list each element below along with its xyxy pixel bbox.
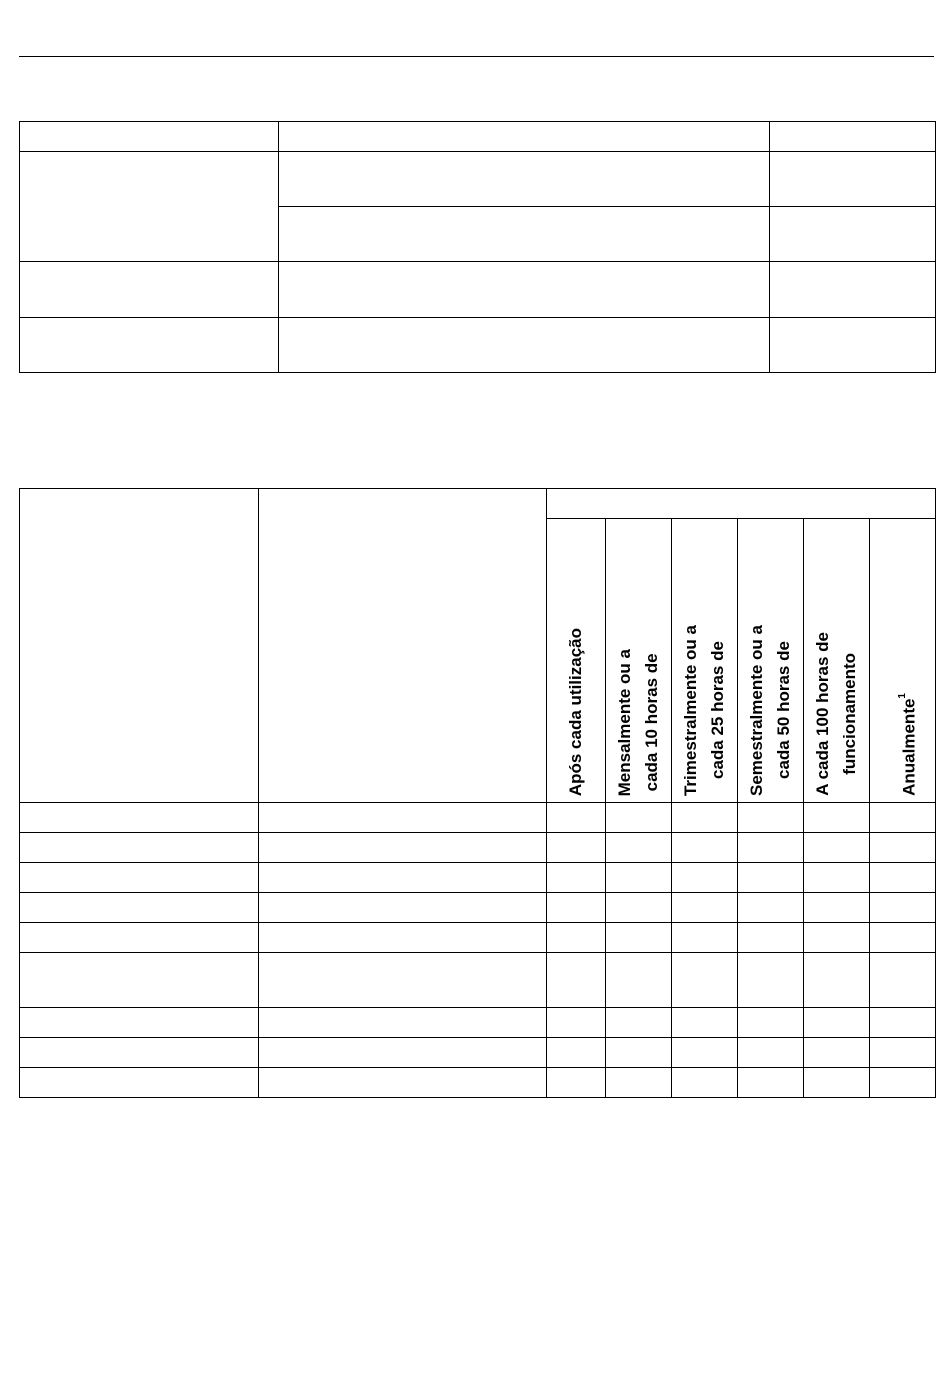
table-cell [259,833,547,863]
table-cell [259,923,547,953]
table-cell [279,262,770,318]
table-cell [870,923,936,953]
table-cell [279,207,770,262]
table-cell [20,833,259,863]
table-cell [20,122,279,152]
table-cell [606,923,672,953]
table-cell [259,893,547,923]
table-cell [804,893,870,923]
table-cell [20,863,259,893]
table-cell [606,1038,672,1068]
interval-header [738,519,804,803]
table-cell [770,318,936,373]
table-cell [738,1038,804,1068]
table-cell [20,953,259,1008]
table-row [20,1038,936,1068]
table-cell [20,1038,259,1068]
table-cell [20,152,279,262]
table-cell [547,953,606,1008]
table-row [20,1008,936,1038]
table-row [20,318,936,373]
table-cell [259,1068,547,1098]
table-row [20,863,936,893]
table-cell [870,803,936,833]
table-cell [547,803,606,833]
table-cell [547,833,606,863]
table-cell [606,863,672,893]
table-cell [606,1068,672,1098]
footnote-mark: 1 [896,693,908,699]
table-cell [870,863,936,893]
table-cell [279,122,770,152]
interval-group-header [547,489,936,519]
table-row [20,833,936,863]
table-cell [870,833,936,863]
table-cell [738,833,804,863]
interval-label [889,693,923,796]
table-1 [19,121,936,373]
table-cell [547,863,606,893]
table-cell [20,893,259,923]
table-cell [547,1068,606,1098]
table-cell [672,893,738,923]
table-cell [870,1068,936,1098]
interval-label: Trimestralmente ou a cada 25 horas de [680,624,727,796]
table-cell [672,803,738,833]
table-row [20,152,936,207]
interval-header [870,519,936,803]
table-cell [804,803,870,833]
table-cell [606,1008,672,1038]
table-row [20,923,936,953]
table-cell [672,953,738,1008]
interval-label: Semestralmente ou a cada 50 horas de [746,624,793,796]
interval-label: Mensalmente ou a cada 10 horas de [614,648,661,796]
table-cell [259,953,547,1008]
table-cell [20,1008,259,1038]
header-cell [259,489,547,803]
table-cell [804,923,870,953]
table-cell [547,1008,606,1038]
table-cell [770,152,936,207]
table-row [20,953,936,1008]
header-cell [20,489,259,803]
table-row [20,803,936,833]
table-cell [804,953,870,1008]
table-cell [770,262,936,318]
table-cell [804,863,870,893]
table-cell [547,923,606,953]
table-cell [804,833,870,863]
interval-header [672,519,738,803]
table-cell [738,893,804,923]
table-cell [672,863,738,893]
interval-label: A cada 100 horas de funcionamento [812,632,859,796]
interval-header [804,519,870,803]
table-cell [259,863,547,893]
interval-label: Após cada utilização [566,627,585,796]
table-cell [279,152,770,207]
table-cell [870,953,936,1008]
table-cell [547,893,606,923]
table-cell [672,833,738,863]
table-cell [672,1008,738,1038]
interval-header [547,519,606,803]
table-cell [547,1038,606,1068]
table-cell [870,1008,936,1038]
table-cell [804,1038,870,1068]
interval-label-text: Anualmente [899,698,919,796]
table-cell [606,833,672,863]
table-cell [20,318,279,373]
table-row [20,893,936,923]
table-cell [279,318,770,373]
table-cell [259,1038,547,1068]
table-cell [259,803,547,833]
table-cell [672,1068,738,1098]
table-cell [20,1068,259,1098]
table-cell [738,803,804,833]
table-cell [804,1008,870,1038]
table-cell [738,923,804,953]
table-header-row [20,489,936,519]
table-2 [19,488,936,1098]
table-cell [770,207,936,262]
table-cell [20,803,259,833]
table-row [20,262,936,318]
table-cell [870,1038,936,1068]
table-cell [770,122,936,152]
table-cell [20,923,259,953]
table-cell [606,893,672,923]
table-cell [20,262,279,318]
table-cell [672,1038,738,1068]
table-cell [738,1008,804,1038]
top-rule [19,56,934,57]
table-body [20,803,936,1098]
table-cell [870,893,936,923]
table-cell [804,1068,870,1098]
table-row [20,122,936,152]
table-row [20,1068,936,1098]
table-cell [259,1008,547,1038]
table-cell [606,803,672,833]
table-cell [606,953,672,1008]
table-cell [672,923,738,953]
interval-header [606,519,672,803]
table-cell [738,863,804,893]
table-cell [738,1068,804,1098]
table-cell [738,953,804,1008]
